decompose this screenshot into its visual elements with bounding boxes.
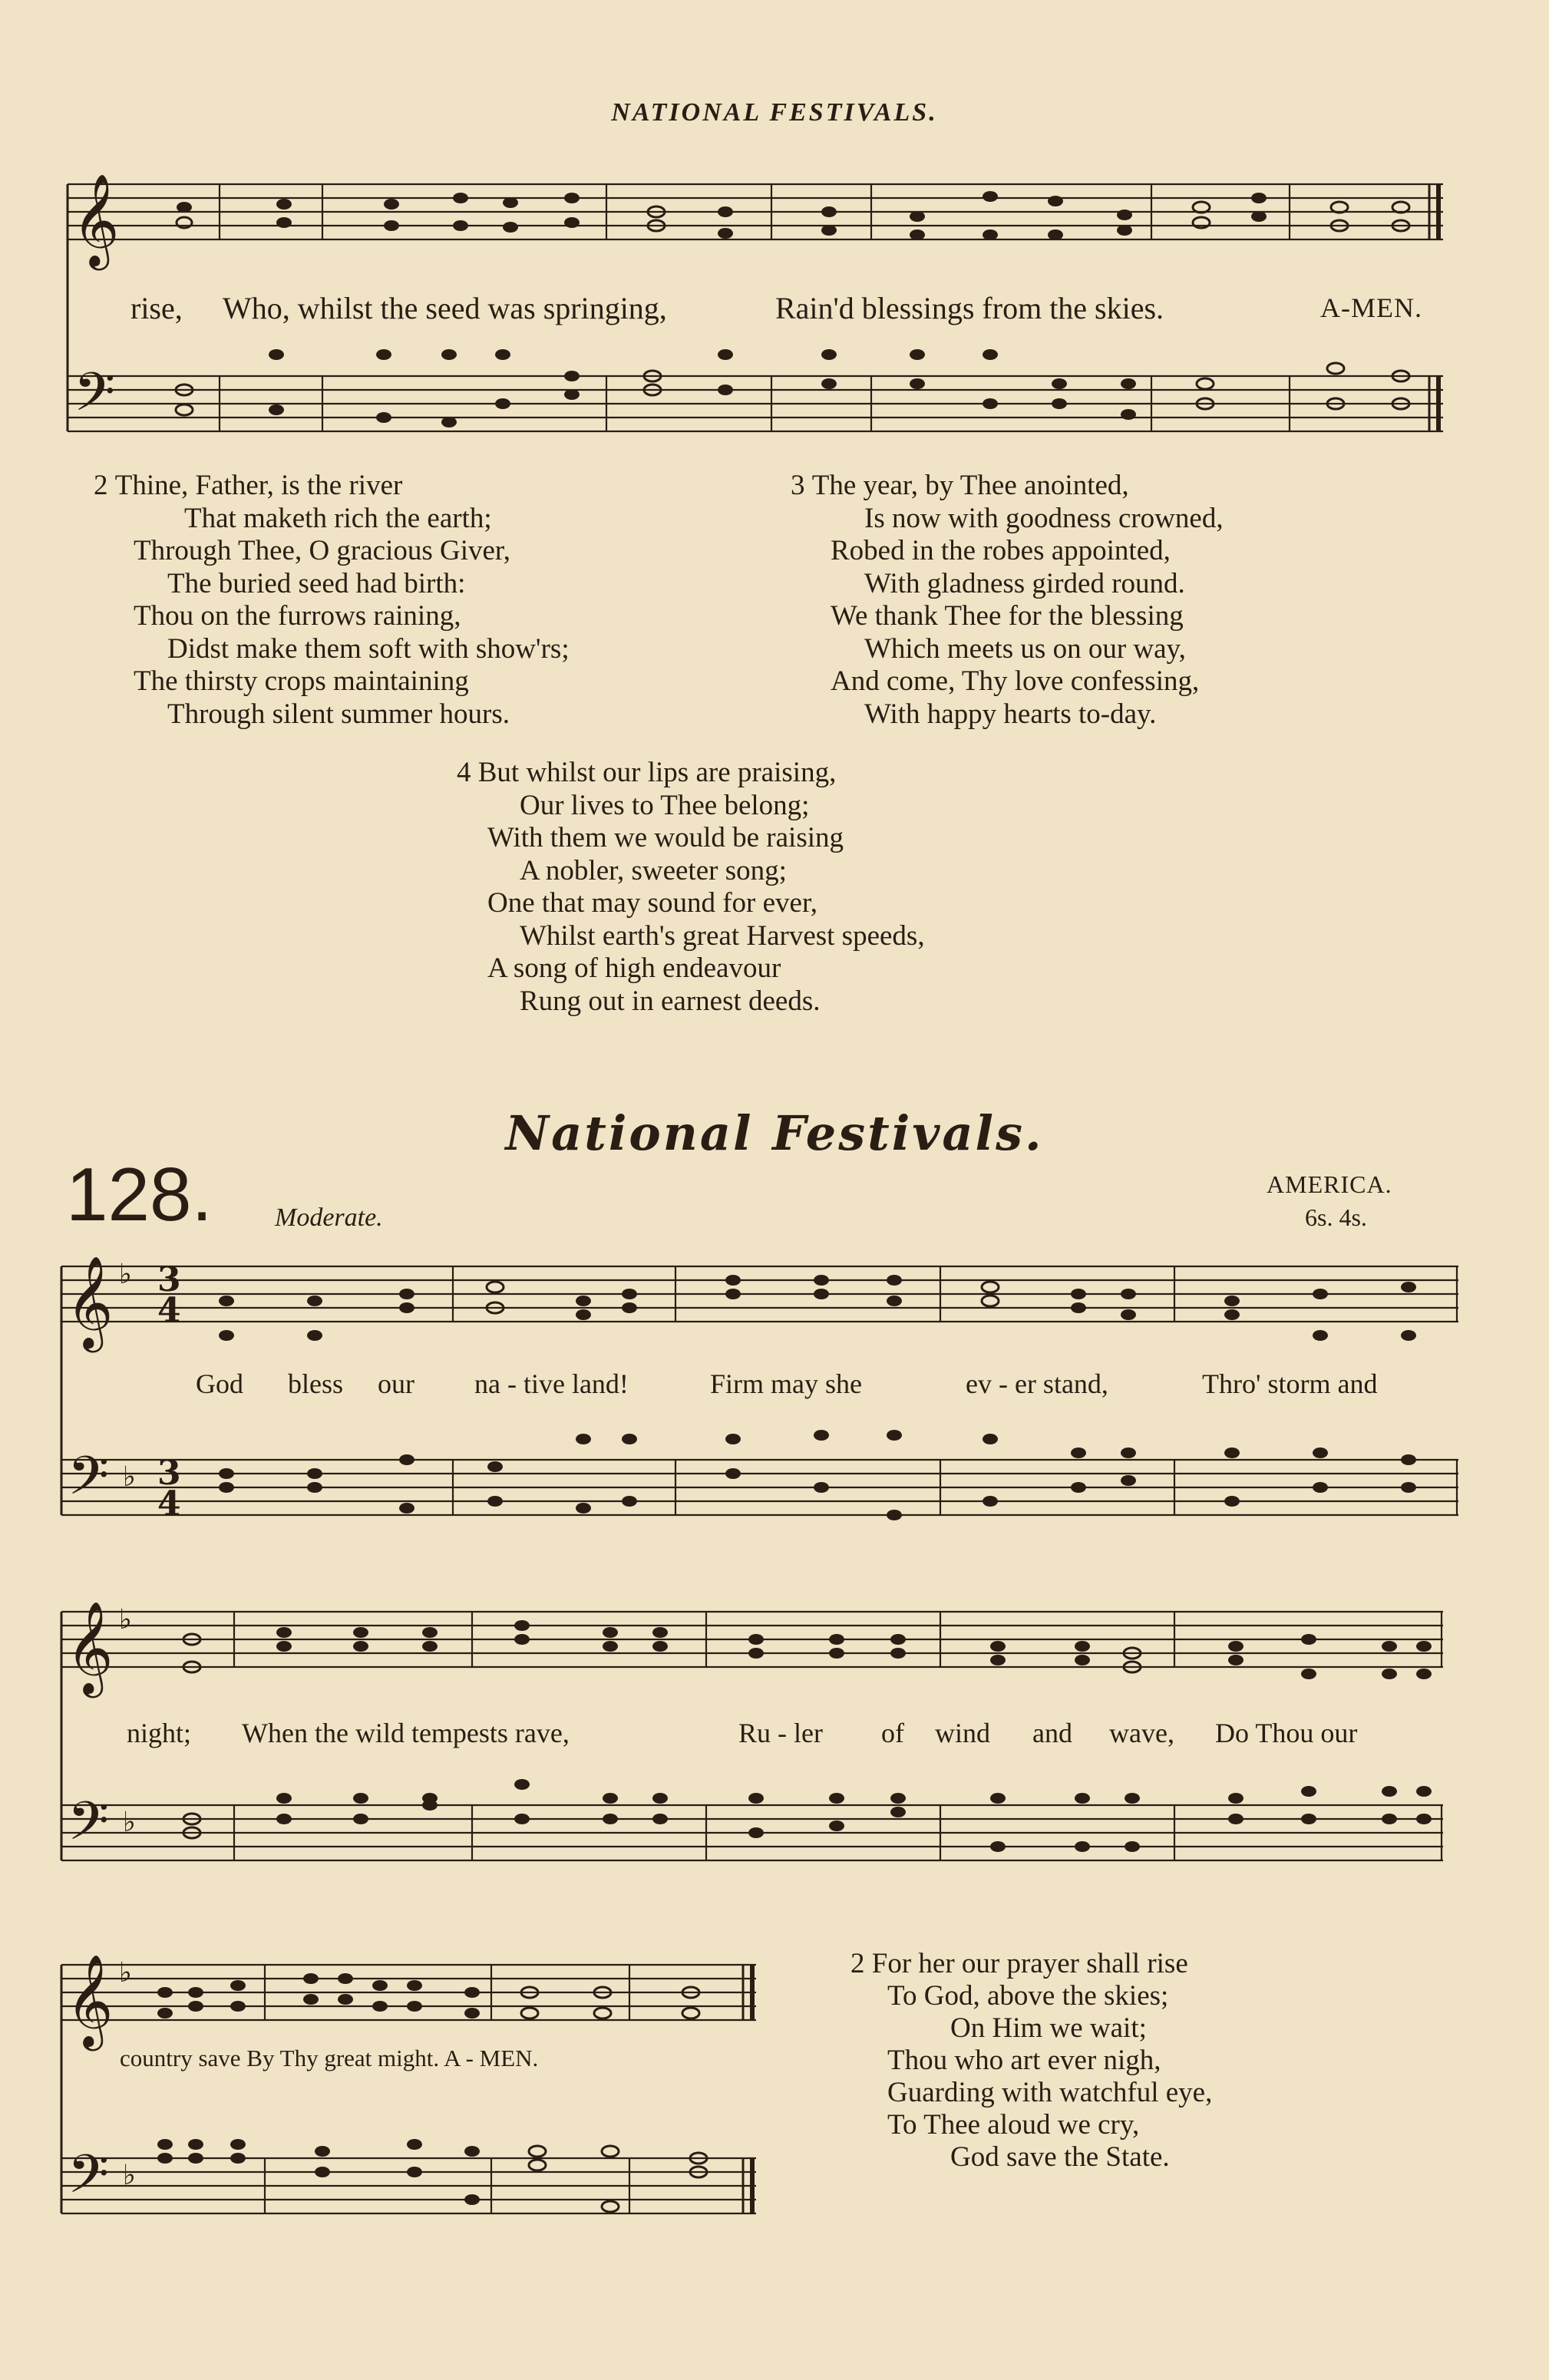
- stanza-line: Didst make them soft with show'rs;: [167, 632, 570, 665]
- stanza-line: A nobler, sweeter song;: [520, 854, 787, 886]
- lyric-word: wind: [935, 1718, 990, 1748]
- tempo-marking: Moderate.: [275, 1203, 383, 1232]
- svg-text:𝄢: 𝄢: [68, 2143, 110, 2218]
- lyric-word: Thro' storm and: [1202, 1368, 1378, 1399]
- svg-text:𝄢: 𝄢: [68, 1790, 110, 1865]
- svg-text:𝄢: 𝄢: [68, 1444, 110, 1520]
- stanza-line: The buried seed had birth:: [167, 567, 466, 599]
- stanza-line: With them we would be raising: [487, 822, 844, 853]
- stanza-line: One that may sound for ever,: [487, 887, 818, 919]
- stanza-line: With gladness girded round.: [864, 567, 1185, 599]
- stanza-number: 2: [850, 1948, 865, 1979]
- stanza-line: Through silent summer hours.: [167, 698, 510, 730]
- system-3: [0, 1926, 768, 2256]
- running-head: NATIONAL FESTIVALS.: [611, 98, 938, 127]
- svg-text:𝄞: 𝄞: [66, 1255, 114, 1348]
- lyric-phrase-2: Rain'd blessings from the skies.: [775, 291, 1164, 325]
- stanza-line: Through Thee, O gracious Giver,: [134, 535, 511, 566]
- stanza-line: Our lives to Thee belong;: [520, 789, 810, 821]
- hymn-number: 128.: [66, 1152, 213, 1236]
- svg-text:𝄢: 𝄢: [74, 361, 116, 436]
- stanza-line: Thine, Father, is the river: [114, 470, 403, 501]
- lyric-word: Do Thou our: [1215, 1718, 1358, 1748]
- lyric-word: bless: [288, 1368, 343, 1399]
- svg-text:4: 4: [157, 1484, 181, 1523]
- svg-text:♭: ♭: [123, 1807, 136, 1838]
- lyric-word: of: [881, 1718, 904, 1748]
- stanza-number: 2: [94, 470, 108, 501]
- stanza-line: Is now with goodness crowned,: [864, 502, 1224, 534]
- tune-name: AMERICA.: [1267, 1170, 1392, 1198]
- lyric-word: When the wild tempests rave,: [242, 1718, 570, 1748]
- svg-text:3: 3: [157, 1454, 181, 1493]
- lyric-word: night;: [127, 1718, 192, 1748]
- lyric-word: God: [196, 1368, 243, 1399]
- stanza-line: Thou who art ever nigh,: [887, 2045, 1161, 2076]
- lyric-word: Firm may she: [710, 1368, 862, 1399]
- stanza-line: To God, above the skies;: [887, 1980, 1169, 2012]
- stanza-line: For her our prayer shall rise: [871, 1948, 1188, 1979]
- lyric-word: Ru - ler: [738, 1718, 823, 1748]
- stanza-line: Robed in the robes appointed,: [831, 535, 1171, 566]
- lyric-word: na - tive land!: [474, 1368, 629, 1399]
- svg-text:4: 4: [157, 1291, 181, 1330]
- stanza-line: A song of high endeavour: [487, 952, 781, 984]
- stanza-line: Which meets us on our way,: [864, 632, 1186, 665]
- svg-text:♭: ♭: [119, 1259, 132, 1290]
- hymn-title: National Festivals.: [505, 1105, 1044, 1161]
- svg-text:𝄞: 𝄞: [72, 173, 120, 266]
- lyric-word: ev - er stand,: [966, 1368, 1108, 1399]
- stanza-line: But whilst our lips are praising,: [477, 757, 837, 788]
- stanza-2-hymn-128: [850, 1948, 1212, 2174]
- lyric-amen: A-MEN.: [1320, 292, 1422, 323]
- svg-text:♭: ♭: [123, 2160, 136, 2191]
- stanza-line: We thank Thee for the blessing: [831, 600, 1184, 632]
- stanza-line: With happy hearts to-day.: [864, 698, 1157, 730]
- svg-text:3: 3: [157, 1260, 181, 1299]
- lyric-word: wave,: [1109, 1718, 1174, 1748]
- stanza-line: The year, by Thee anointed,: [811, 470, 1129, 501]
- stanza-3-prev: [791, 470, 1224, 731]
- lyric-word: and: [1032, 1718, 1072, 1748]
- stanza-4-prev: [457, 757, 925, 1018]
- stanza-2-prev: [94, 470, 570, 731]
- treble-staff-prev: [0, 0, 1549, 476]
- lyric-line: country save By Thy great might. A - MEN.: [120, 2045, 539, 2071]
- stanza-line: Thou on the furrows raining,: [134, 600, 461, 632]
- stanza-number: 4: [457, 757, 471, 788]
- lyric-rise: rise,: [130, 291, 183, 325]
- svg-text:♭: ♭: [119, 1604, 132, 1636]
- stanza-line: God save the State.: [950, 2141, 1170, 2173]
- svg-text:𝄞: 𝄞: [66, 1600, 114, 1694]
- stanza-line: That maketh rich the earth;: [184, 502, 492, 534]
- stanza-line: On Him we wait;: [950, 2012, 1147, 2044]
- stanza-line: Whilst earth's great Harvest speeds,: [520, 919, 925, 952]
- svg-text:♭: ♭: [123, 1461, 136, 1493]
- stanza-line: And come, Thy love confessing,: [831, 665, 1200, 697]
- stanza-line: Rung out in earnest deeds.: [520, 985, 821, 1017]
- stanza-line: To Thee aloud we cry,: [887, 2109, 1140, 2141]
- svg-text:♭: ♭: [119, 1957, 132, 1989]
- stanza-line: The thirsty crops maintaining: [134, 665, 469, 697]
- svg-text:𝄞: 𝄞: [66, 1953, 114, 2047]
- lyric-phrase-1: Who, whilst the seed was springing,: [223, 291, 667, 325]
- meter: 6s. 4s.: [1305, 1203, 1367, 1231]
- stanza-line: Guarding with watchful eye,: [887, 2077, 1213, 2108]
- stanza-number: 3: [791, 470, 805, 501]
- lyric-word: our: [378, 1368, 414, 1399]
